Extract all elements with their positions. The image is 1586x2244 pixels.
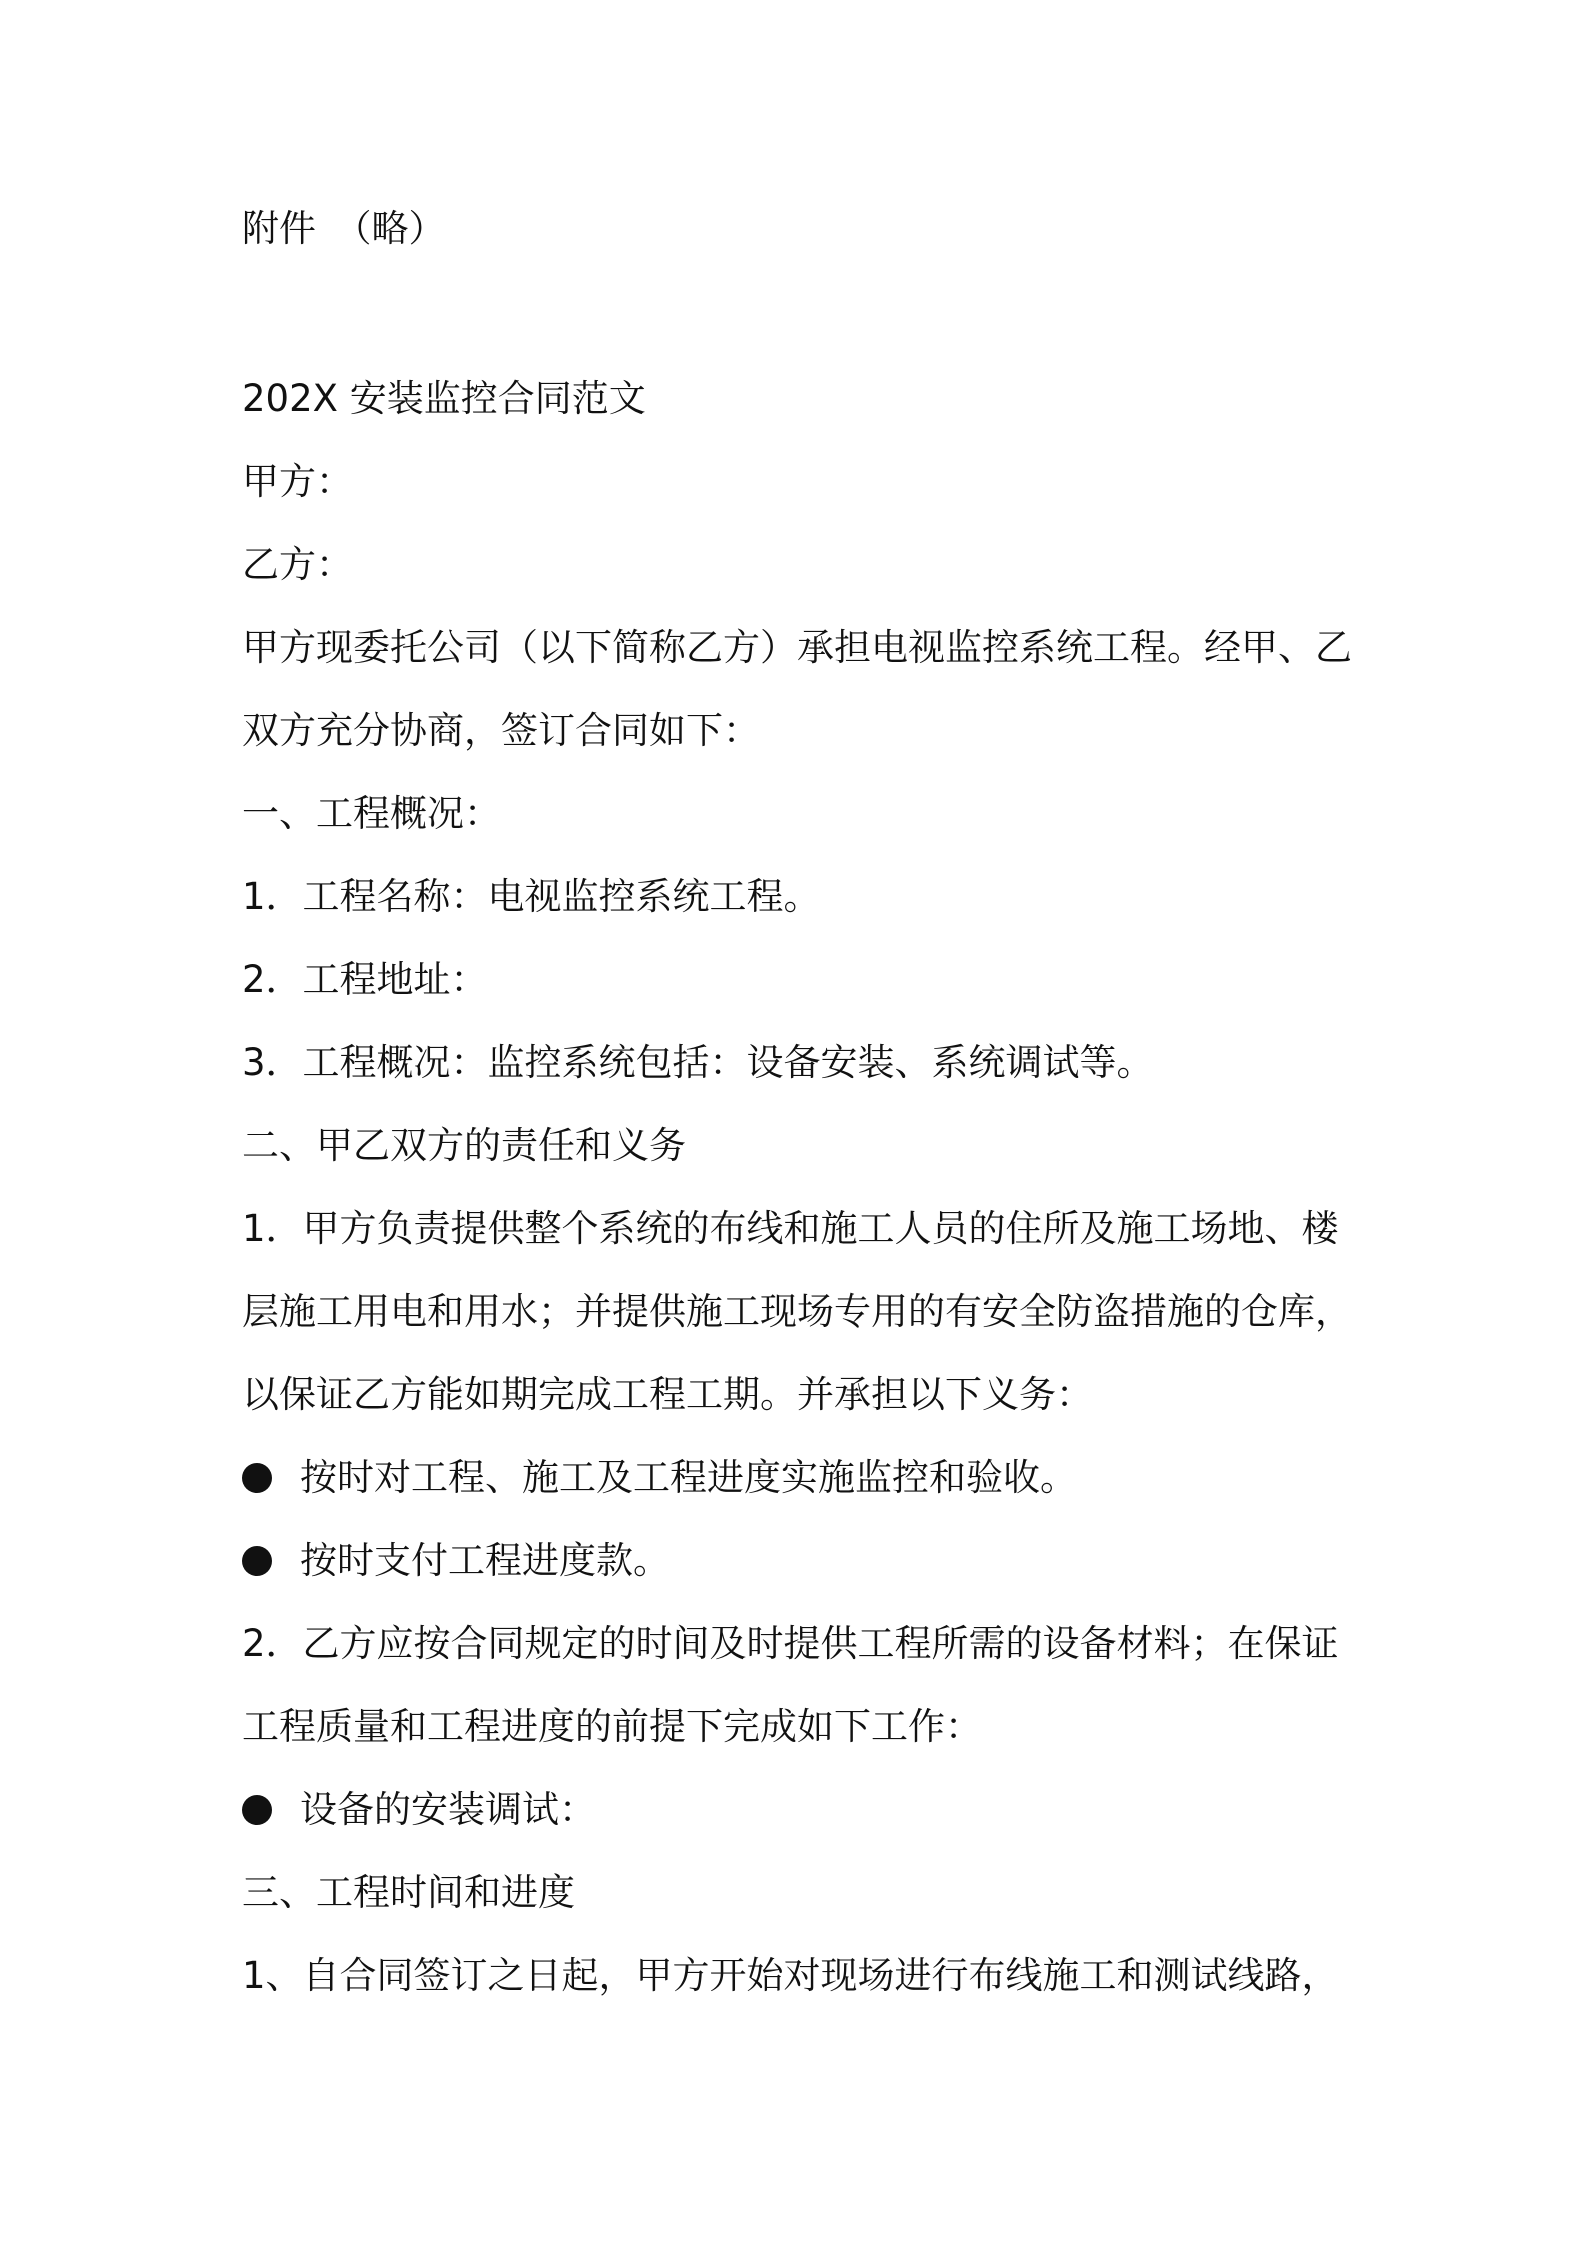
party-b-label: 乙方： — [242, 543, 353, 586]
bullet-item — [242, 1531, 670, 1591]
paragraph-line: 2．乙方应按合同规定的时间及时提供工程所需的设备材料；在保证 — [242, 1622, 1339, 1665]
section-heading: 二、甲乙双方的责任和义务 — [242, 1124, 686, 1167]
bullet-icon — [242, 1546, 272, 1576]
intro-line: 双方充分协商，签订合同如下： — [242, 709, 760, 752]
section-item: 1．工程名称：电视监控系统工程。 — [242, 875, 821, 918]
party-a-label: 甲方： — [242, 460, 353, 503]
intro-line: 甲方现委托公司（以下简称乙方）承担电视监控系统工程。经甲、乙 — [242, 626, 1352, 669]
bullet-text: 设备的安装调试： — [300, 1788, 596, 1831]
section-heading: 一、工程概况： — [242, 792, 501, 835]
paragraph-line: 层施工用电和用水；并提供施工现场专用的有安全防盗措施的仓库， — [242, 1290, 1352, 1333]
bullet-icon — [242, 1795, 272, 1825]
document-title: 202X 安装监控合同范文 — [242, 377, 646, 420]
bullet-icon — [242, 1463, 272, 1493]
section-item: 2．工程地址： — [242, 958, 488, 1001]
attachment-note: 附件 （略） — [242, 207, 446, 250]
paragraph-line: 工程质量和工程进度的前提下完成如下工作： — [242, 1705, 982, 1748]
bullet-item — [242, 1780, 596, 1840]
bullet-text: 按时对工程、施工及工程进度实施监控和验收。 — [300, 1456, 1077, 1499]
paragraph-line: 1、自合同签订之日起，甲方开始对现场进行布线施工和测试线路， — [242, 1954, 1339, 1997]
paragraph-line: 1．甲方负责提供整个系统的布线和施工人员的住所及施工场地、楼 — [242, 1207, 1339, 1250]
bullet-item — [242, 1448, 1077, 1508]
bullet-text: 按时支付工程进度款。 — [300, 1539, 670, 1582]
section-item: 3．工程概况：监控系统包括：设备安装、系统调试等。 — [242, 1041, 1154, 1084]
paragraph-line: 以保证乙方能如期完成工程工期。并承担以下义务： — [242, 1373, 1093, 1416]
section-heading: 三、工程时间和进度 — [242, 1871, 575, 1914]
